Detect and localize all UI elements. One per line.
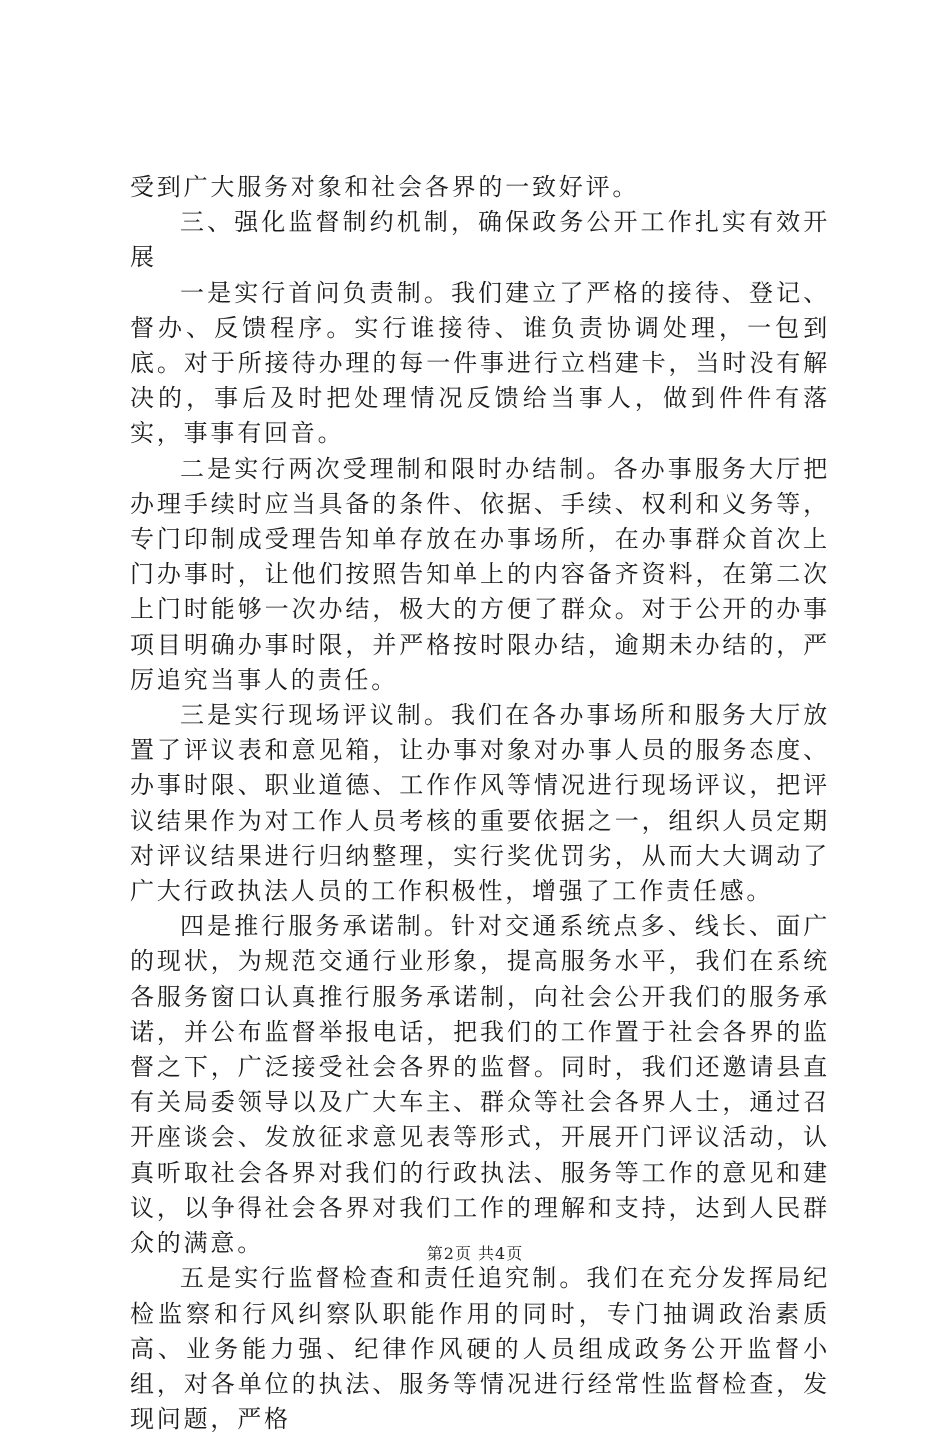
page-number-footer: 第2页 共4页 [426, 1244, 524, 1263]
paragraph-first-inquiry: 一是实行首问负责制。我们建立了严格的接待、登记、督办、反馈程序。实行谁接待、谁负责协调处理，一包到底。对于所接待办理的每一件事进行立档建卡，当时没有解决的，事后及时把处理情况反馈给当事人，做到件件有落实，事事有回音。 [130, 278, 830, 448]
paragraph-supervision: 五是实行监督检查和责任追究制。我们在充分发挥局纪检监察和行风纠察队职能作用的同时，专门抽调政治素质高、业务能力强、纪律作风硬的人员组成政务公开监督小组，对各单位的执法、服务等情况进行经常性监督检查，发现问题，严格 [130, 1264, 830, 1434]
paragraph-two-acceptance: 二是实行两次受理制和限时办结制。各办事服务大厅把办理手续时应当具备的条件、依据、手续、权利和义务等，专门印制成受理告知单存放在办事场所，在办事群众首次上门办事时，让他们按照告知单上的内容备齐资料，在第二次上门时能够一次办结，极大的方便了群众。对于公开的办事项目明确办事时限，并严格按时限办结，逾期未办结的，严厉追究当事人的责任。 [130, 454, 830, 694]
section-heading: 三、强化监督制约机制，确保政务公开工作扎实有效开展 [130, 208, 830, 272]
paragraph-onsite-evaluation: 三是实行现场评议制。我们在各办事场所和服务大厅放置了评议表和意见箱，让办事对象对办事人员的服务态度、办事时限、职业道德、工作作风等情况进行现场评议，把评议结果作为对工作人员考核的重要依据之一，组织人员定期对评议结果进行归纳整理，实行奖优罚劣，从而大大调动了广大行政执法人员的工作积极性，增强了工作责任感。 [130, 701, 830, 906]
paragraph-continuation: 受到广大服务对象和社会各界的一致好评。 [130, 173, 640, 201]
paragraph-service-commitment: 四是推行服务承诺制。针对交通系统点多、线长、面广的现状，为规范交通行业形象，提高服务水平，我们在系统各服务窗口认真推行服务承诺制，向社会公开我们的服务承诺，并公布监督举报电话，把我们的工作置于社会各界的监督之下，广泛接受社会各界的监督。同时，我们还邀请县直有关局委领导以及广大车主、群众等社会各界人士，通过召开座谈会、发放征求意见表等形式，开展开门评议活动，认真听取社会各界对我们的行政执法、服务等工作的意见和建议，以争得社会各界对我们工作的理解和支持，达到人民群众的满意。 [130, 912, 830, 1258]
